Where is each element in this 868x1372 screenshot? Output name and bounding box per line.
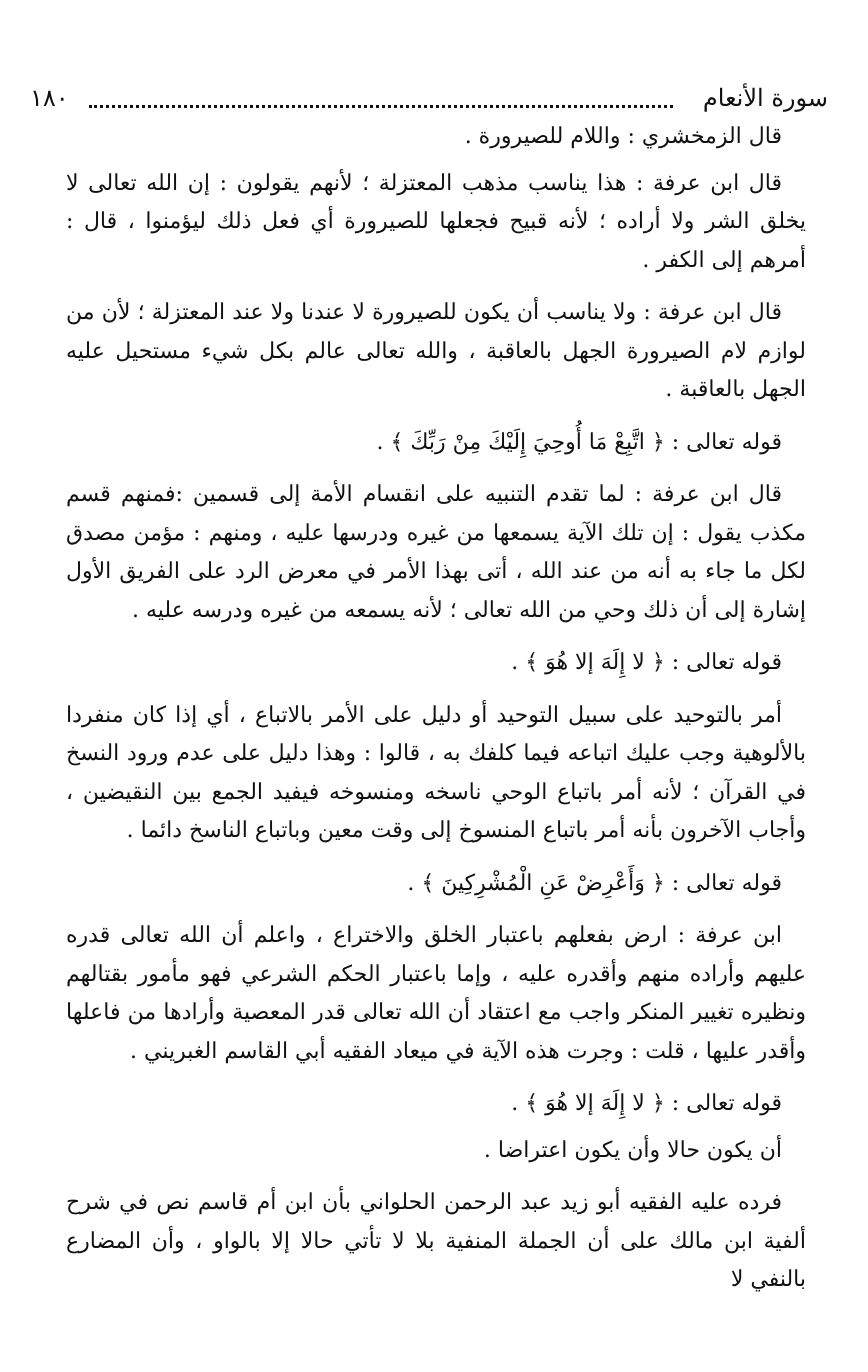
verse-quote-2: قوله تعالى : ﴿ لا إِلَهَ إلا هُوَ ﴾ . [511, 650, 782, 675]
paragraph-tawhid: أمر بالتوحيد على سبيل التوحيد أو دليل على الأمر بالاتباع ، أي إذا كان منفردا بالألوهية وجب عليك اتباعه فيما كلفك به ، قالوا : وهذا دليل على عدم ورود النسخ في القرآن ؛ لأنه أمر باتباع الوحي ناسخه ومنسوخه فيفيد الجمع بين النقيضين ، وأجاب الآخرون بأنه أمر باتباع المنسوخ إلى وقت معين وباتباع الناسخ دائما . [66, 702, 806, 843]
page-body [66, 118, 806, 1314]
paragraph-zamakhshari: قال الزمخشري : واللام للصيرورة . [464, 124, 782, 149]
paragraph-ibn-arafa-3: قال ابن عرفة : لما تقدم التنبيه على انقسام الأمة إلى قسمين :فمنهم قسم مكذب يقول : إن تلك الآية يسمعها من غيره ودرسها عليه ، ومنهم : مؤمن مصدق لكل ما جاء به أنه من عند الله ، أتى بهذا الأمر في معرض الرد على الفريق الأول إشارة إلى أن ذلك وحي من الله تعالى ؛ لأنه يسمعه من غيره ودرسه عليه . [66, 482, 806, 623]
verse-quote-4: قوله تعالى : ﴿ لا إِلَهَ إلا هُوَ ﴾ . [511, 1091, 782, 1116]
paragraph-hal: أن يكون حالا وأن يكون اعتراضا . [483, 1137, 782, 1163]
page-number: ١٨٠ [30, 84, 69, 112]
verse-quote-3: قوله تعالى : ﴿ وَأَعْرِضْ عَنِ الْمُشْرِكِينَ ﴾ . [407, 870, 782, 896]
surah-title: سورة الأنعام [702, 84, 828, 112]
dotted-leader [89, 89, 673, 108]
paragraph-ibn-arafa-4: ابن عرفة : ارض بفعلهم باعتبار الخلق والاختراع ، واعلم أن الله تعالى قدره عليهم وأراده منهم وأقدره عليه ، وإما باعتبار الحكم الشرعي فهو مأمور بقتالهم ونظيره تغيير المنكر واجب مع اعتقاد أن الله تعالى قدر المعصية وأرادها من فاعلها وأقدر عليها ، قلت : وجرت هذه الآية في ميعاد الفقيه أبي القاسم الغبريني . [66, 923, 806, 1064]
paragraph-ibn-arafa-1: قال ابن عرفة : هذا يناسب مذهب المعتزلة ؛ لأنهم يقولون : إن الله تعالى لا يخلق الشر ولا أراده ؛ لأنه قبيح فجعلها للصيرورة أي فعل ذلك ليؤمنوا ، قال : أمرهم إلى الكفر . [66, 170, 806, 273]
page-header [30, 78, 828, 118]
verse-quote-1: قوله تعالى : ﴿ اتَّبِعْ مَا أُوحِيَ إِلَيْكَ مِنْ رَبِّكَ ﴾ . [376, 429, 782, 455]
paragraph-ibn-arafa-2: قال ابن عرفة : ولا يناسب أن يكون للصيرورة لا عندنا ولا عند المعتزلة ؛ لأن من لوازم لام الصيرورة الجهل بالعاقبة ، والله تعالى عالم بكل شيء مستحيل عليه الجهل بالعاقبة . [66, 300, 806, 402]
paragraph-halwani: فرده عليه الفقيه أبو زيد عبد الرحمن الحلواني بأن ابن أم قاسم نص في شرح ألفية ابن مالك على أن الجملة المنفية بلا لا تأتي حالا إلا بالواو ، وأن المضارع بالنفي لا [66, 1190, 806, 1292]
